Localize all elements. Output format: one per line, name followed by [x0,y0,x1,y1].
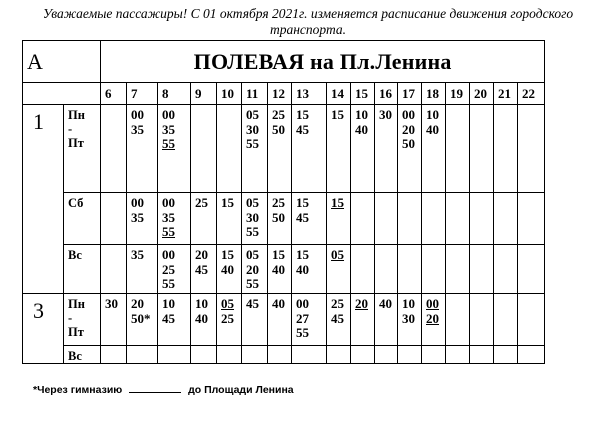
departure-cell [191,193,217,245]
departure-cell [127,193,158,245]
departure-minute: 35 [131,209,145,225]
departure-minute: 05 [246,195,260,210]
footnote [33,384,294,396]
departure-cell [375,294,398,346]
hour-19: 19 [446,83,470,105]
departure-minute: 30 [105,296,119,311]
departure-minute: 25 [331,296,345,311]
departure-cell [375,193,398,245]
schedule-notice: Уважаемые пассажиры! С 01 октября 2021г. изменяется расписание движения городского транспорта. [42,6,574,37]
departure-minute: 15 [331,195,345,210]
departure-cell [191,294,217,346]
schedule-row [23,346,545,364]
departure-minute: 45 [331,310,345,326]
departure-cell [217,105,242,193]
day-type-part: Вс [68,248,82,262]
hour-22: 22 [518,83,545,105]
departure-cell [242,245,268,294]
route-title: ПОЛЕВАЯ на Пл.Ленина [101,41,545,83]
departure-minute: 40 [355,121,369,137]
departure-cell [375,346,398,364]
departure-cell [217,193,242,245]
hour-18: 18 [422,83,446,105]
day-type-part: Пт [68,136,84,150]
departure-minute: 20 [426,310,440,326]
departure-minute: 15 [296,195,310,210]
departure-cell [375,105,398,193]
departure-cell [217,346,242,364]
departure-cell [217,294,242,346]
departure-minute: 40 [195,310,209,326]
departure-cell [191,346,217,364]
departure-cell [422,294,446,346]
departure-minute: 00 [162,107,176,122]
departure-cell [242,346,268,364]
departure-minute: 25 [272,107,286,122]
departure-cell [158,294,191,346]
departure-minute: 25 [162,261,176,277]
departure-minute: 00 [131,107,145,122]
departure-cell [327,294,351,346]
departure-cell [518,193,545,245]
departure-minute: 15 [296,107,310,122]
departure-cell [158,346,191,364]
departure-cell [494,294,518,346]
departure-minute: 30 [379,107,393,122]
departure-cell [518,245,545,294]
day-type [64,193,101,245]
departure-minute: 30 [246,121,260,137]
departure-minute: 50 [272,121,286,137]
departure-cell [242,193,268,245]
departure-cell [327,346,351,364]
hours-row [23,83,545,105]
day-type-part: Сб [68,196,84,210]
departure-minute: 55 [296,325,310,340]
departure-minute: 10 [195,296,209,311]
day-type-part: - [68,122,73,136]
day-type [64,346,101,364]
departure-cell [422,346,446,364]
departure-minute: 55 [162,224,176,239]
departure-cell [158,245,191,294]
departure-cell [470,193,494,245]
departure-cell [327,193,351,245]
departure-minute: 15 [221,195,235,210]
departure-minute: 50 [272,209,286,225]
departure-minute: 00 [426,296,440,311]
departure-minute: 55 [246,276,260,291]
footnote-suffix: до Площади Ленина [188,384,294,396]
departure-cell [327,245,351,294]
departure-minute: 35 [131,121,145,137]
departure-cell [292,346,327,364]
hour-17: 17 [398,83,422,105]
departure-minute: 25 [221,310,235,326]
departure-cell [446,193,470,245]
departure-cell [101,294,127,346]
departure-minute: 10 [426,107,440,122]
departure-minute: 25 [272,195,286,210]
departure-cell [101,193,127,245]
hour-12: 12 [268,83,292,105]
departure-cell [470,294,494,346]
hour-13: 13 [292,83,327,105]
departure-cell [494,346,518,364]
departure-cell [351,294,375,346]
departure-cell [242,105,268,193]
departure-cell [470,105,494,193]
departure-cell [446,294,470,346]
departure-minute: 10 [162,296,176,311]
departure-cell [422,193,446,245]
departure-cell [422,245,446,294]
day-type [64,245,101,294]
hour-16: 16 [375,83,398,105]
schedule-row [23,193,545,245]
departure-cell [398,294,422,346]
departure-cell [351,245,375,294]
departure-minute: 40 [426,121,440,137]
departure-cell [398,346,422,364]
hour-11: 11 [242,83,268,105]
departure-minute: 05 [331,247,345,262]
schedule-table [22,40,545,364]
departure-cell [101,105,127,193]
hour-7: 7 [127,83,158,105]
departure-minute: 40 [221,261,235,277]
hour-20: 20 [470,83,494,105]
departure-cell [494,105,518,193]
departure-minute: 55 [162,276,176,291]
departure-minute: 55 [162,136,176,151]
departure-cell [158,105,191,193]
departure-minute: 50 [402,136,416,151]
day-type [64,294,101,346]
day-type-part: - [68,311,73,325]
departure-cell [101,245,127,294]
hour-14: 14 [327,83,351,105]
footnote-prefix: *Через гимназию [33,384,123,396]
departure-minute: 45 [296,121,310,137]
departure-cell [268,245,292,294]
departure-minute: 15 [331,107,345,122]
route-number: 1 [23,105,64,294]
departure-minute: 50* [131,310,151,326]
departure-cell [191,245,217,294]
departure-cell [351,346,375,364]
departure-cell [127,245,158,294]
departure-minute: 15 [296,247,310,262]
departure-minute: 20 [355,296,369,311]
hour-6: 6 [101,83,127,105]
departure-cell [268,193,292,245]
departure-minute: 10 [355,107,369,122]
day-type-part: Пн [68,297,85,311]
departure-minute: 20 [402,121,416,137]
departure-minute: 45 [195,261,209,277]
departure-minute: 20 [246,261,260,277]
departure-minute: 30 [246,209,260,225]
departure-minute: 15 [221,247,235,262]
footnote-blank-line [129,392,181,393]
departure-minute: 55 [246,136,260,151]
departure-cell [127,294,158,346]
departure-cell [292,105,327,193]
departure-cell [446,105,470,193]
departure-minute: 40 [379,296,393,311]
departure-cell [292,245,327,294]
departure-minute: 00 [402,107,416,122]
departure-minute: 40 [296,261,310,277]
departure-cell [470,346,494,364]
departure-minute: 00 [162,247,176,262]
departure-cell [158,193,191,245]
departure-cell [268,346,292,364]
departure-minute: 25 [195,195,209,210]
departure-minute: 05 [246,247,260,262]
departure-minute: 10 [402,296,416,311]
route-number: 3 [23,294,64,364]
hour-8: 8 [158,83,191,105]
departure-cell [422,105,446,193]
departure-cell [398,245,422,294]
hour-9: 9 [191,83,217,105]
departure-cell [518,294,545,346]
departure-minute: 35 [162,121,176,137]
departure-cell [191,105,217,193]
departure-minute: 40 [272,261,286,277]
departure-minute: 55 [246,224,260,239]
schedule-row [23,105,545,193]
departure-cell [127,346,158,364]
departure-cell [242,294,268,346]
departure-cell [292,193,327,245]
day-type-part: Пн [68,108,85,122]
departure-cell [446,346,470,364]
departure-minute: 00 [162,195,176,210]
departure-minute: 20 [195,247,209,262]
departure-cell [446,245,470,294]
departure-minute: 00 [296,296,310,311]
header-row [23,41,545,83]
schedule-row [23,294,545,346]
departure-cell [470,245,494,294]
departure-cell [375,245,398,294]
departure-cell [494,193,518,245]
schedule-row [23,245,545,294]
departure-minute: 05 [221,296,235,311]
day-type [64,105,101,193]
departure-minute: 35 [162,209,176,225]
departure-cell [518,346,545,364]
route-letter: А [23,41,101,83]
hour-21: 21 [494,83,518,105]
departure-minute: 05 [246,107,260,122]
departure-cell [494,245,518,294]
departure-cell [398,105,422,193]
departure-minute: 35 [131,247,145,262]
hour-15: 15 [351,83,375,105]
departure-minute: 40 [272,296,286,311]
day-type-part: Вс [68,349,82,363]
departure-minute: 20 [131,296,145,311]
departure-cell [327,105,351,193]
hour-10: 10 [217,83,242,105]
departure-cell [292,294,327,346]
departure-cell [268,105,292,193]
hours-corner [23,83,101,105]
departure-cell [351,105,375,193]
departure-cell [268,294,292,346]
departure-minute: 00 [131,195,145,210]
departure-minute: 15 [272,247,286,262]
departure-cell [351,193,375,245]
departure-minute: 45 [246,296,260,311]
departure-cell [398,193,422,245]
departure-minute: 30 [402,310,416,326]
day-type-part: Пт [68,325,84,339]
departure-cell [518,105,545,193]
departure-cell [217,245,242,294]
departure-minute: 27 [296,310,310,326]
departure-minute: 45 [162,310,176,326]
departure-minute: 45 [296,209,310,225]
departure-cell [101,346,127,364]
departure-cell [127,105,158,193]
